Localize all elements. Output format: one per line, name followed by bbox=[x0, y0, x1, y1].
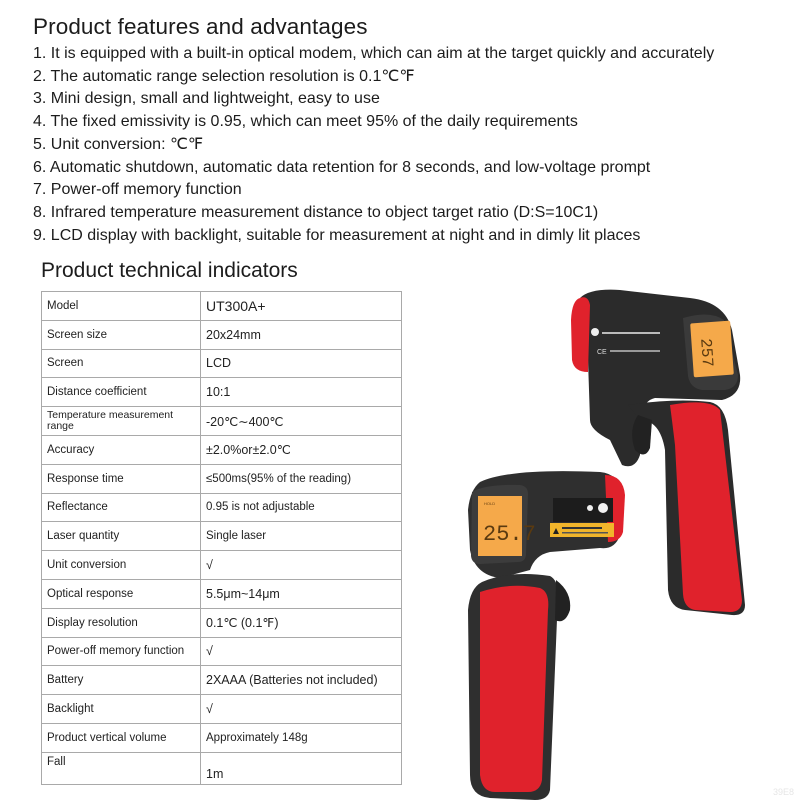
feature-item: 9. LCD display with backlight, suitable for measurement at night and in dimly lit places bbox=[33, 226, 641, 244]
product-image bbox=[440, 280, 800, 800]
spec-key: Laser quantity bbox=[42, 522, 201, 551]
spec-value: LCD bbox=[201, 349, 402, 378]
table-row bbox=[42, 407, 402, 436]
specs-title: Product technical indicators bbox=[41, 259, 298, 282]
spec-value: Approximately 148g bbox=[201, 723, 402, 752]
feature-item: 5. Unit conversion: ℃℉ bbox=[33, 135, 204, 153]
feature-item: 3. Mini design, small and lightweight, easy to use bbox=[33, 90, 380, 108]
spec-key: Product vertical volume bbox=[42, 723, 201, 752]
table-row bbox=[42, 435, 402, 464]
feature-item: 8. Infrared temperature measurement distance to object target ratio (D:S=10C1) bbox=[33, 203, 599, 221]
spec-key: Screen bbox=[42, 349, 201, 378]
spec-key: Unit conversion bbox=[42, 551, 201, 580]
svg-text:25.7: 25.7 bbox=[483, 522, 536, 547]
spec-value: 0.95 is not adjustable bbox=[201, 493, 402, 522]
spec-key: Response time bbox=[42, 464, 201, 493]
table-row bbox=[42, 378, 402, 407]
spec-key: Display resolution bbox=[42, 608, 201, 637]
table-row bbox=[42, 752, 402, 784]
spec-key: Backlight bbox=[42, 695, 201, 724]
spec-key: Power-off memory function bbox=[42, 637, 201, 666]
table-row bbox=[42, 637, 402, 666]
feature-item: 1. It is equipped with a built-in optical modem, which can aim at the target quickly and accurately bbox=[33, 45, 715, 62]
thermometer-front-icon bbox=[468, 471, 625, 800]
spec-key: Accuracy bbox=[42, 435, 201, 464]
spec-value: -20℃∼400℃ bbox=[201, 407, 402, 436]
spec-key: Screen size bbox=[42, 320, 201, 349]
spec-key: Optical response bbox=[42, 579, 201, 608]
table-row bbox=[42, 723, 402, 752]
svg-text:CE: CE bbox=[597, 349, 607, 356]
spec-value: √ bbox=[201, 695, 402, 724]
table-row bbox=[42, 320, 402, 349]
feature-item: 4. The fixed emissivity is 0.95, which can meet 95% of the daily requirements bbox=[33, 113, 578, 131]
table-row bbox=[42, 292, 402, 321]
spec-key: Distance coefficient bbox=[42, 378, 201, 407]
spec-value: √ bbox=[201, 637, 402, 666]
spec-value: 0.1℃ (0.1℉) bbox=[201, 608, 402, 637]
spec-value: 2XAAA (Batteries not included) bbox=[201, 666, 402, 695]
feature-item: 2. The automatic range selection resolution is 0.1℃℉ bbox=[33, 67, 415, 85]
spec-value: 1m bbox=[201, 752, 402, 784]
spec-key: Battery bbox=[42, 666, 201, 695]
features-title: Product features and advantages bbox=[33, 14, 368, 39]
spec-table bbox=[41, 291, 402, 785]
table-row bbox=[42, 464, 402, 493]
svg-text:HOLD: HOLD bbox=[484, 501, 496, 506]
table-row bbox=[42, 522, 402, 551]
table-row bbox=[42, 695, 402, 724]
spec-value: √ bbox=[201, 551, 402, 580]
spec-value: UT300A+ bbox=[201, 292, 402, 321]
features-list bbox=[33, 43, 714, 247]
spec-key: Model bbox=[42, 292, 201, 321]
spec-value: 5.5μm~14μm bbox=[201, 579, 402, 608]
spec-key: Fall bbox=[42, 752, 201, 784]
spec-key: Temperature measurement range bbox=[42, 407, 201, 436]
spec-value: ±2.0%or±2.0℃ bbox=[201, 435, 402, 464]
table-row bbox=[42, 349, 402, 378]
spec-key: Reflectance bbox=[42, 493, 201, 522]
table-row bbox=[42, 493, 402, 522]
spec-value: 10:1 bbox=[201, 378, 402, 407]
table-row bbox=[42, 608, 402, 637]
spec-value: ≤500ms(95% of the reading) bbox=[201, 464, 402, 493]
spec-value: 20x24mm bbox=[201, 320, 402, 349]
watermark: 39E8 bbox=[772, 787, 794, 797]
thermometer-back-icon bbox=[571, 290, 745, 615]
table-row bbox=[42, 579, 402, 608]
feature-item: 7. Power-off memory function bbox=[33, 181, 242, 199]
table-row bbox=[42, 551, 402, 580]
svg-text:257: 257 bbox=[696, 337, 717, 368]
spec-value: Single laser bbox=[201, 522, 402, 551]
table-row bbox=[42, 666, 402, 695]
feature-item: 6. Automatic shutdown, automatic data retention for 8 seconds, and low-voltage prompt bbox=[33, 158, 651, 176]
